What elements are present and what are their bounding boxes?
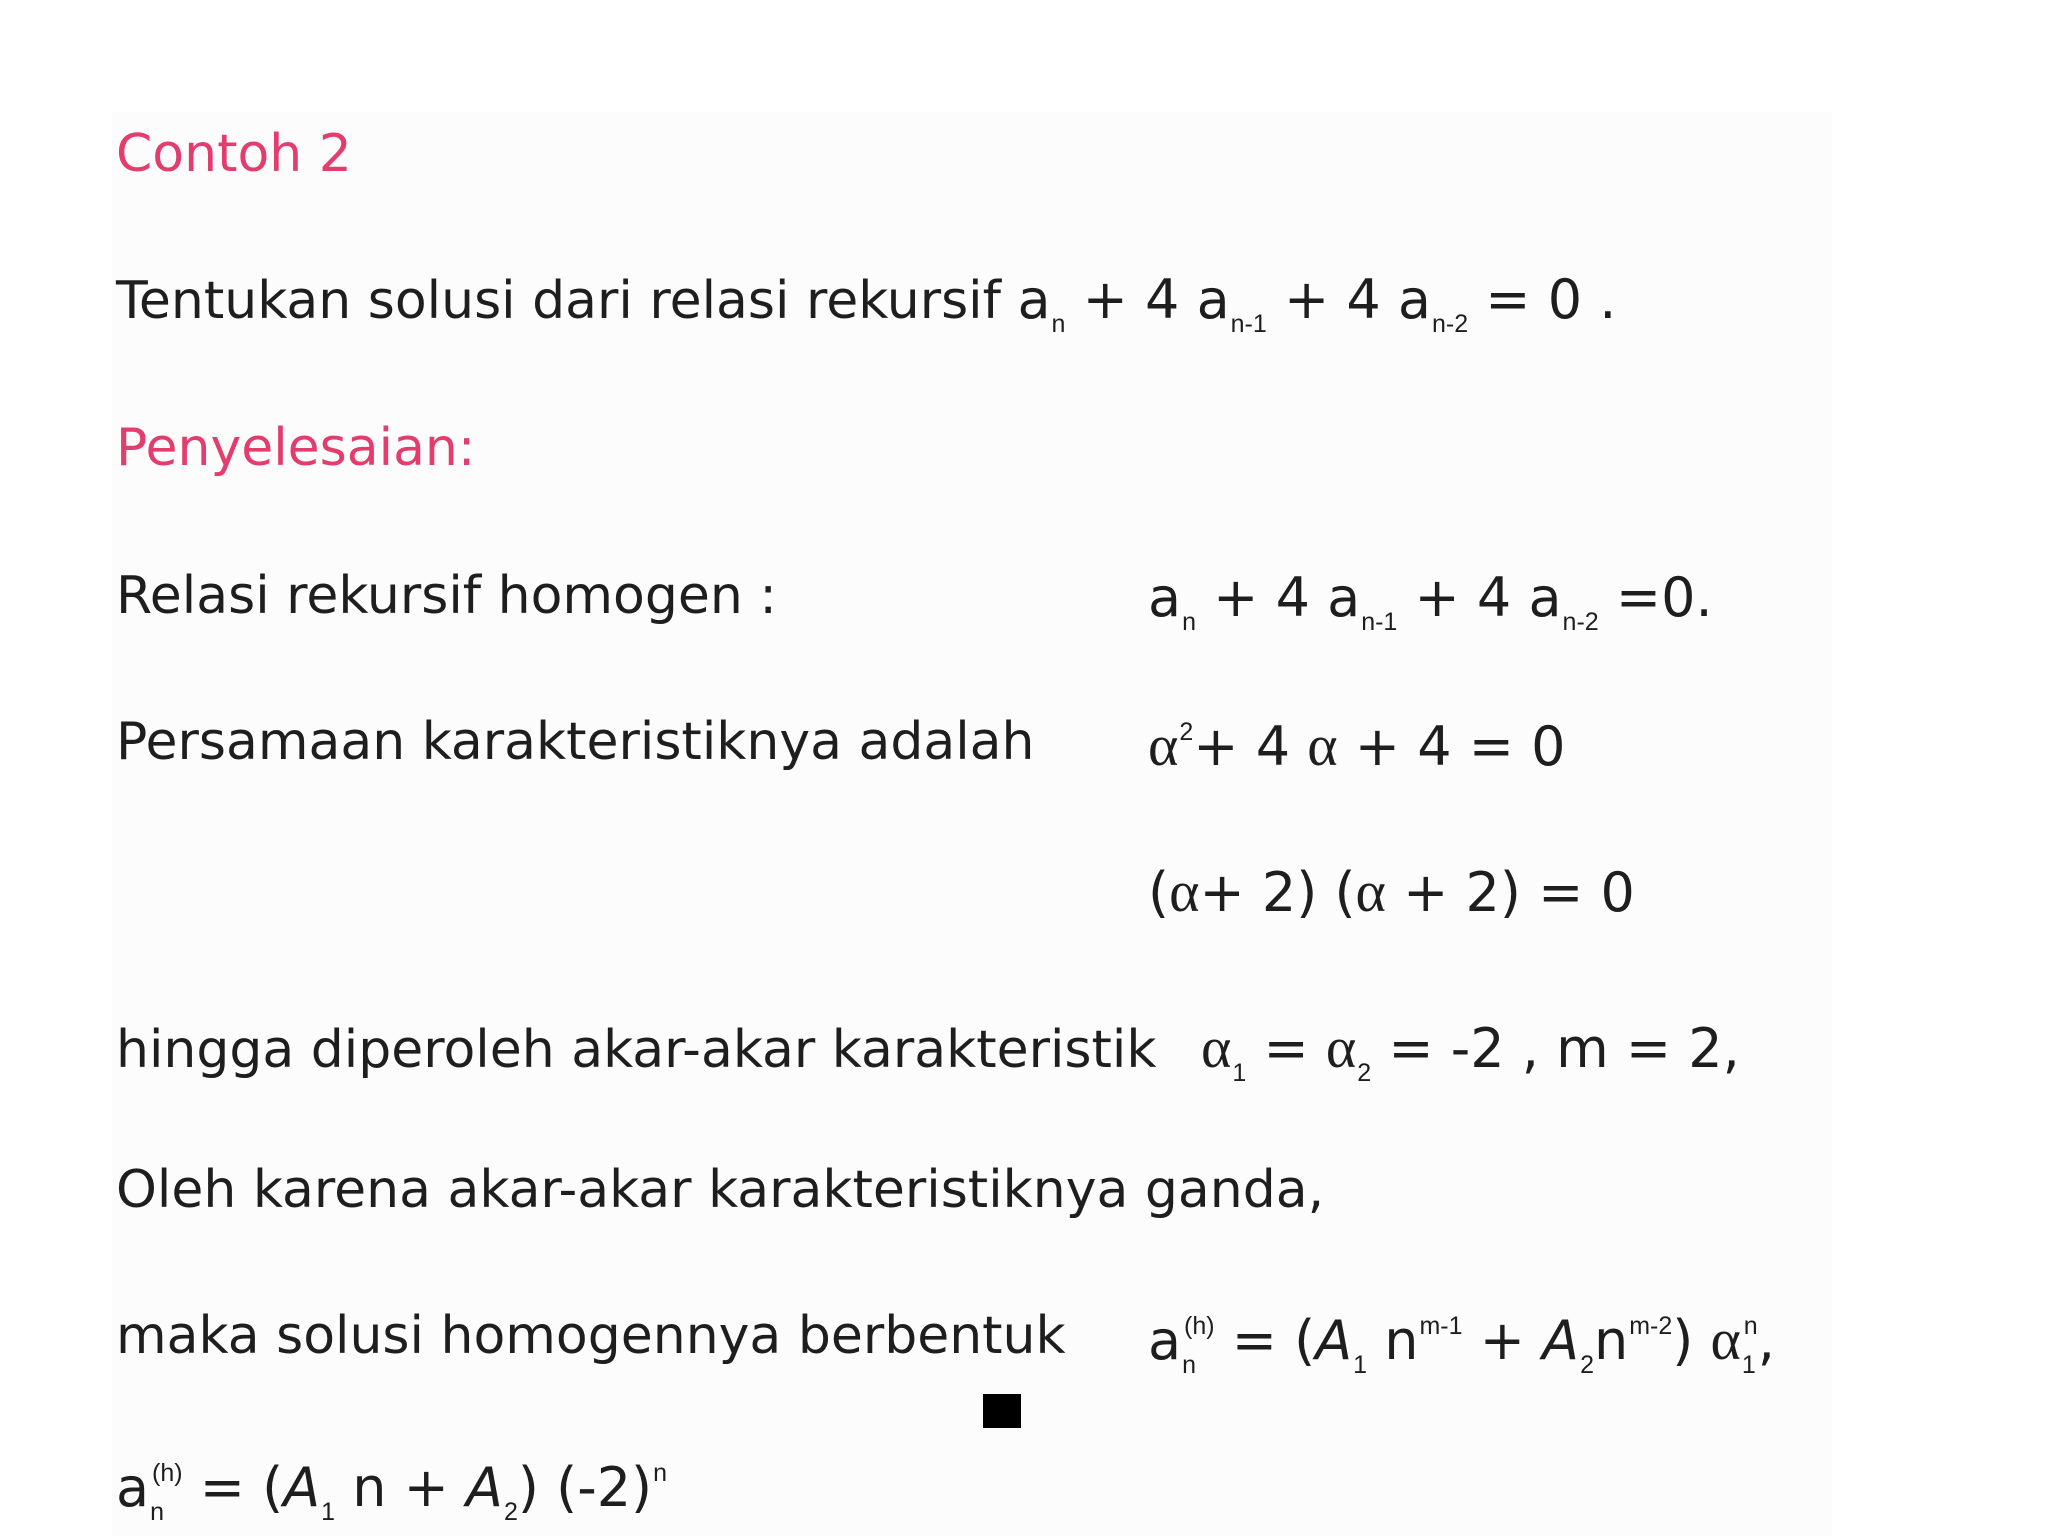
characteristic-equation: $\alpha^2+ 4$ α + 4 = 0 — [1148, 713, 1566, 778]
roots-equation: $\alpha_1 = \alpha_2 = -2$ , m = 2, — [1201, 1015, 1740, 1087]
problem-equation: $a_n + 4$ $a_{n-1} + 4$ $a_{n-2} = 0$ . — [1017, 268, 1617, 338]
factored-equation: (α+ 2) (α + 2) = 0 — [1148, 859, 1635, 924]
double-root-text: Oleh karena akar-akar karakteristiknya ganda, — [116, 1160, 1325, 1220]
final-solution-equation: $a_n^{(h)} = (A_1$ $n + A_2$) $(-2)^n$ — [116, 1456, 668, 1526]
homogeneous-equation: $a_n + 4$ $a_{n-1} + 4$ $a_{n-2} =0$. — [1148, 566, 1713, 636]
example-heading: Contoh 2 — [116, 124, 352, 184]
roots-statement — [116, 1014, 1740, 1086]
solution-form-equation: $a_n^{(h)} = (A_1$ $n^{m-1} + A_2n^{m-2}$) $\alpha_1^n$, — [1148, 1307, 1775, 1379]
characteristic-label: Persamaan karakteristiknya adalah — [116, 712, 1035, 772]
roots-label: hingga diperoleh akar-akar karakteristik — [116, 1020, 1157, 1080]
solution-form-label: maka solusi homogennya berbentuk — [116, 1306, 1066, 1366]
homogeneous-label: Relasi rekursif homogen : — [116, 566, 777, 626]
bullet-square-marker — [983, 1394, 1021, 1428]
problem-statement — [116, 268, 1616, 337]
solution-heading: Penyelesaian: — [116, 418, 476, 478]
problem-text: Tentukan solusi dari relasi rekursif — [116, 271, 1001, 331]
